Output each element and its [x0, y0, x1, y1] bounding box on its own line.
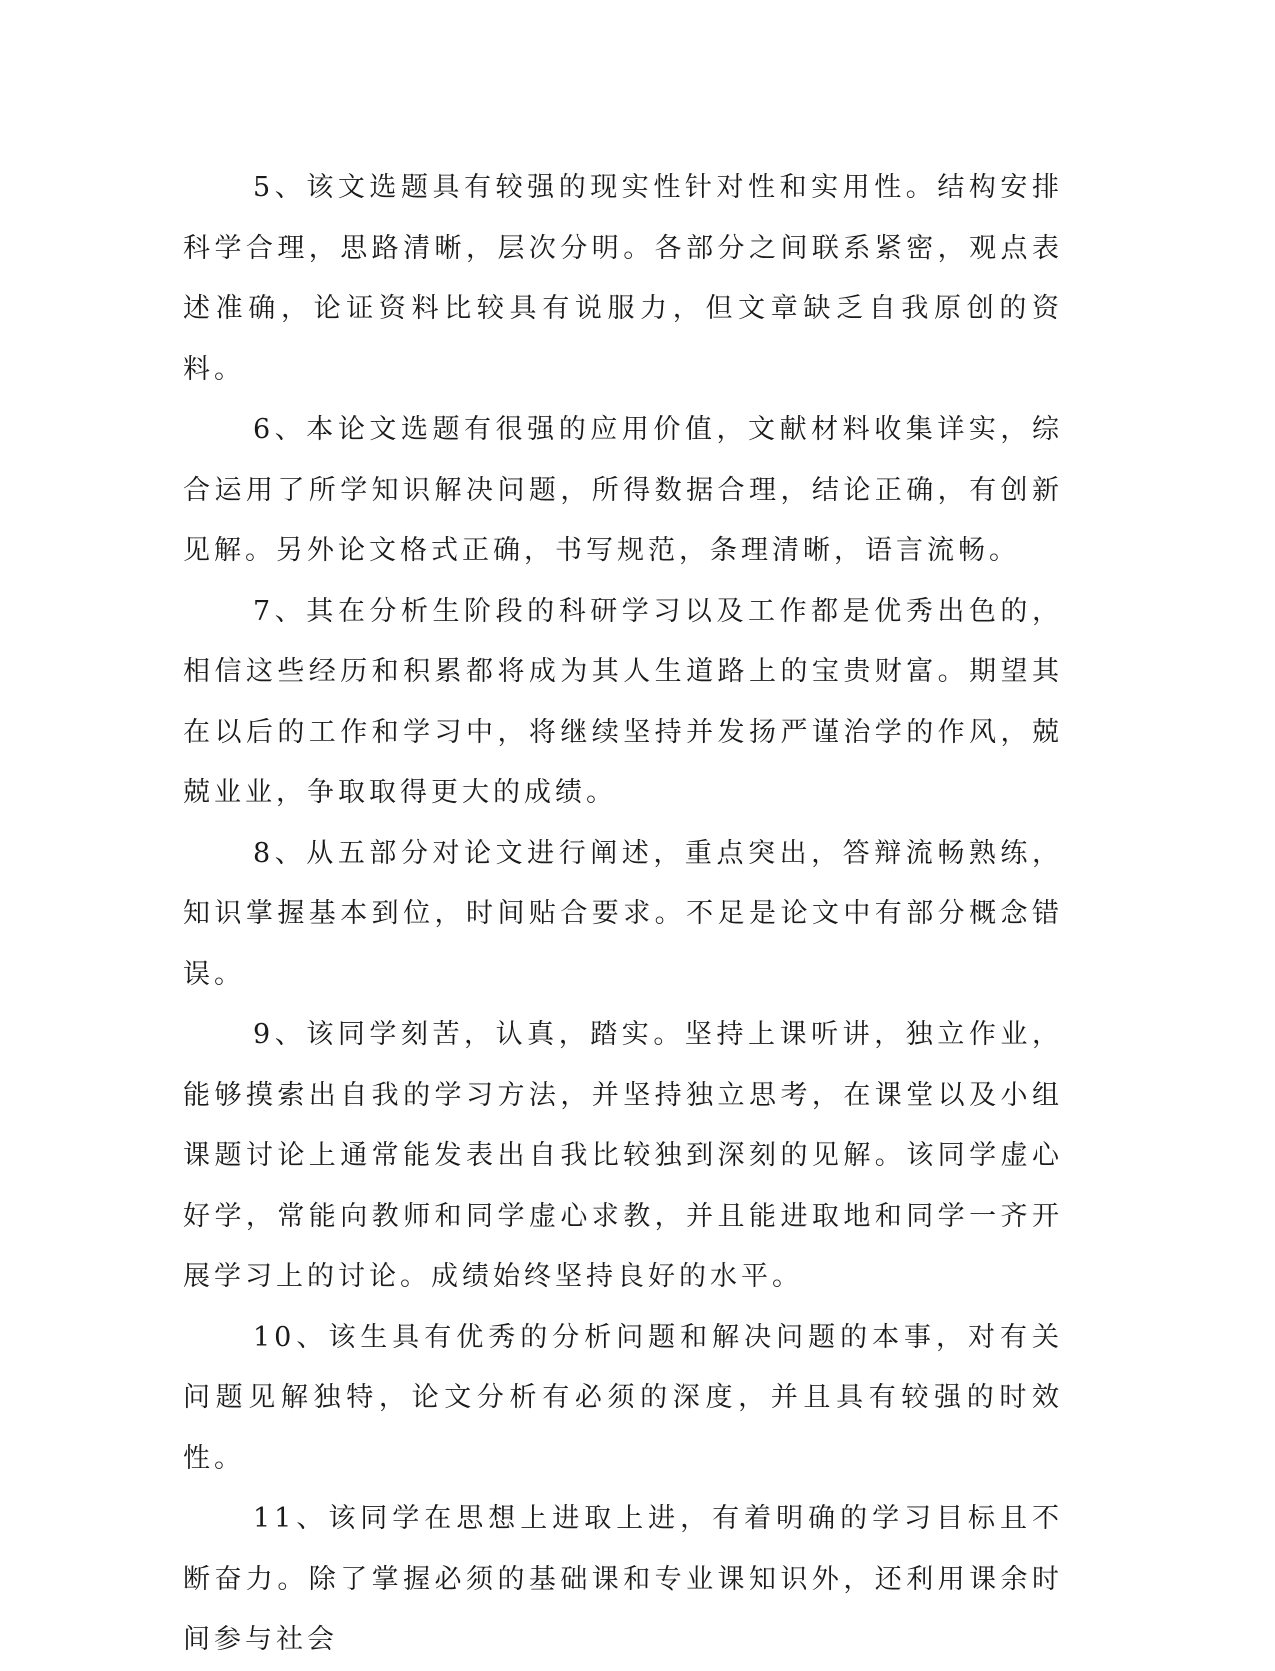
paragraph-8: 8、从五部分对论文进行阐述，重点突出，答辩流畅熟练，知识掌握基本到位，时间贴合要求。不足是论文中有部分概念错误。 — [183, 837, 1063, 990]
paragraph-6: 6、本论文选题有很强的应用价值，文献材料收集详实，综合运用了所学知识解决问题，所得数据合理，结论正确，有创新见解。另外论文格式正确，书写规范，条理清晰，语言流畅。 — [183, 414, 1063, 566]
paragraph-7: 7、其在分析生阶段的科研学习以及工作都是优秀出色的，相信这些经历和积累都将成为其人生道路上的宝贵财富。期望其在以后的工作和学习中，将继续坚持并发扬严谨治学的作风，兢兢业业，争取取得更大的成绩。 — [183, 595, 1063, 808]
paragraph-10: 10、该生具有优秀的分析问题和解决问题的本事，对有关问题见解独特，论文分析有必须的深度，并且具有较强的时效性。 — [183, 1321, 1063, 1474]
paragraph-5: 5、该文选题具有较强的现实性针对性和实用性。结构安排科学合理，思路清晰，层次分明。各部分之间联系紧密，观点表述准确，论证资料比较具有说服力，但文章缺乏自我原创的资料。 — [183, 172, 1063, 385]
paragraph-9: 9、该同学刻苦，认真，踏实。坚持上课听讲，独立作业，能够摸索出自我的学习方法，并坚持独立思考，在课堂以及小组课题讨论上通常能发表出自我比较独到深刻的见解。该同学虚心好学，常能向教师和同学虚心求教，并且能进取地和同学一齐开展学习上的讨论。成绩始终坚持良好的水平。 — [183, 1019, 1063, 1292]
document-body — [183, 158, 1063, 1671]
paragraph-11: 11、该同学在思想上进取上进，有着明确的学习目标且不断奋力。除了掌握必须的基础课和专业课知识外，还利用课余时间参与社会 — [183, 1503, 1063, 1655]
